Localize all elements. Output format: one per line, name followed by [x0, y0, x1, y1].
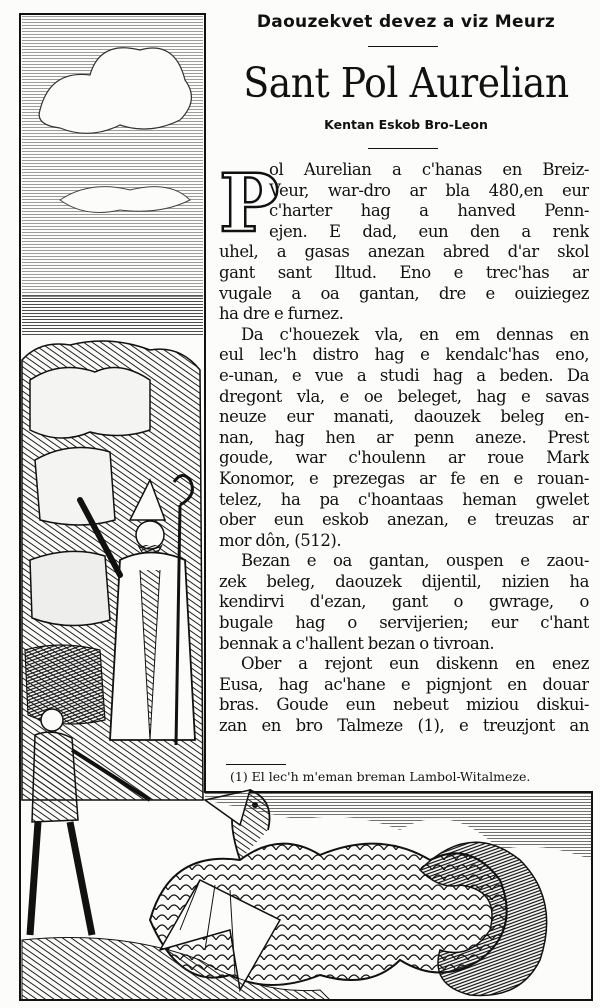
- text-line: dregont vla, e oe beleget, hag e savas: [219, 386, 589, 406]
- header-rule-bottom: [368, 148, 438, 149]
- text-line: Da c'houezek vla, en em dennas en: [241, 324, 589, 344]
- header-rule-top: [368, 46, 438, 47]
- footnote: (1) El lec'h m'eman breman Lambol-Witalmeze.: [230, 769, 531, 784]
- subtitle: Kentan Eskob Bro-Leon: [324, 117, 488, 132]
- text-line: c'harter hag a hanved Penn-: [269, 201, 589, 221]
- text-line: vugale a oa gantan, dre e ouiziegez: [219, 283, 589, 303]
- text-line: neuze eur manati, daouzek beleg en-: [219, 407, 589, 427]
- text-line: zek beleg, daouzek dijentil, nizien ha: [219, 571, 589, 591]
- text-line: Veur, war-dro ar bla 480,en eur: [269, 180, 589, 200]
- text-line: e-unan, e vue a studi hag a beden. Da: [219, 365, 589, 385]
- text-line: Eusa, hag ac'hane e pignjont en douar: [219, 674, 589, 694]
- page-title: Sant Pol Aurelian: [243, 59, 569, 107]
- series-heading: Daouzekvet devez a viz Meurz: [256, 12, 556, 32]
- text-line: telez, ha pa c'hoantaas heman gwelet: [219, 489, 589, 509]
- text-line: Ober a rejont eun diskenn en enez: [241, 654, 589, 674]
- footnote-rule: [226, 764, 286, 765]
- text-line: zan en bro Talmeze (1), e treuzjont an: [219, 716, 589, 736]
- text-line: Konomor, e prezegas ar fe en e rouan-: [219, 468, 589, 488]
- article-body: [219, 156, 589, 737]
- text-line: goude, war c'houlenn ar roue Mark: [219, 448, 589, 468]
- text-line: kendirvi d'ezan, gant o gwrage, o: [219, 592, 589, 612]
- text-line: eul lec'h distro hag e kendalc'has eno,: [219, 345, 589, 365]
- text-line: gant sant Iltud. Eno e trec'has ar: [219, 262, 589, 282]
- text-line: ha dre e furnez.: [219, 304, 344, 324]
- text-line: mor dôn, (512).: [219, 530, 342, 550]
- text-line: Bezan e oa gantan, ouspen e zaou-: [241, 551, 589, 571]
- text-line: ejen. E dad, eun den a renk: [269, 221, 589, 241]
- text-line: ol Aurelian a c'hanas en Breiz-: [269, 160, 589, 179]
- text-line: bugale hag o servijerien; eur c'hant: [219, 613, 589, 633]
- text-line: uhel, a gasas anezan abred d'ar skol: [219, 242, 589, 262]
- text-line: bras. Goude eun nebeut miziou diskui-: [219, 695, 589, 715]
- text-line: ober eun eskob anezan, e treuzas ar: [219, 510, 589, 530]
- text-line: bennak a c'hallent bezan o tivroan.: [219, 633, 495, 653]
- drop-cap-letter: P: [219, 156, 280, 250]
- text-line: nan, hag hen ar penn aneze. Prest: [219, 427, 589, 447]
